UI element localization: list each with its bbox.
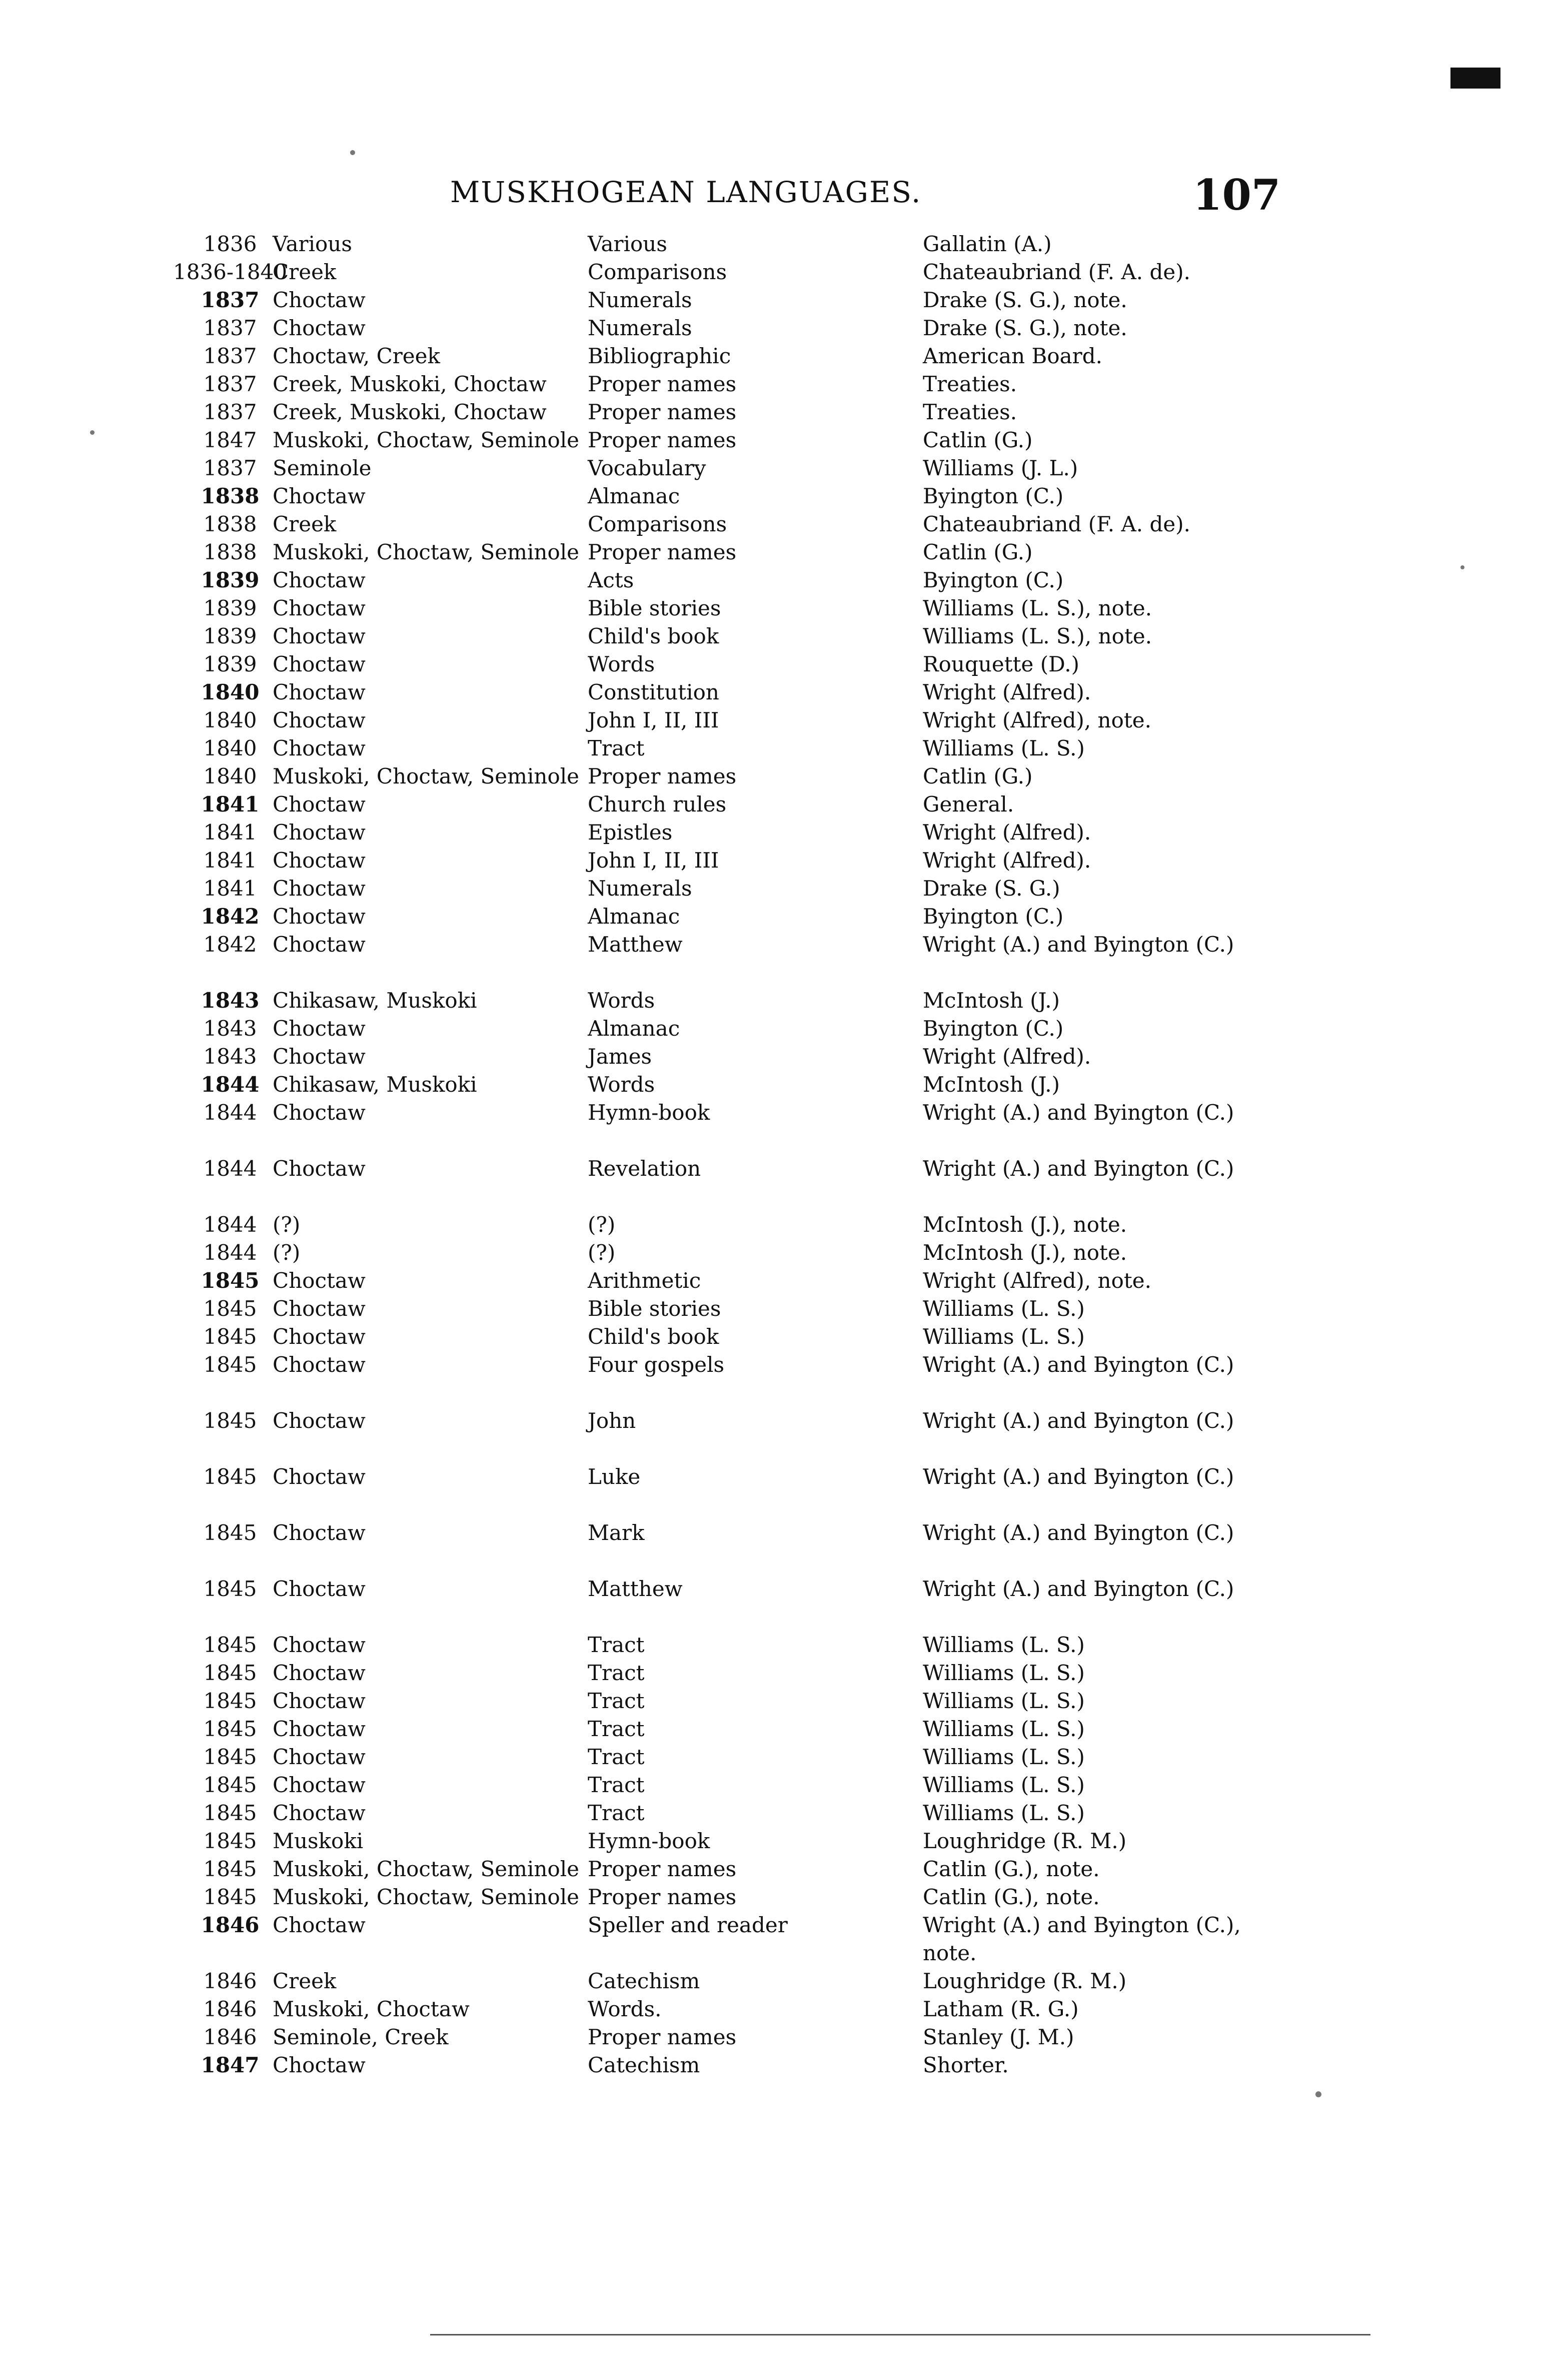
language-cell: Choctaw — [273, 1016, 366, 1041]
author-cell: Williams (L. S.) — [923, 1324, 1085, 1349]
author-cell: Treaties. — [923, 400, 1017, 424]
author-cell: Wright (Alfred), note. — [923, 1268, 1151, 1293]
year-cell: 1838 — [201, 484, 260, 508]
year-cell: 1845 — [203, 1717, 257, 1741]
year-cell: 1845 — [203, 1633, 257, 1657]
author-cell: Shorter. — [923, 2053, 1009, 2077]
language-cell: Choctaw — [273, 1633, 366, 1657]
author-cell: American Board. — [923, 344, 1102, 368]
language-cell: Choctaw — [273, 1520, 366, 1545]
subject-cell: Tract — [588, 1633, 645, 1657]
year-cell: 1845 — [203, 1661, 257, 1685]
year-cell: 1838 — [203, 540, 257, 564]
subject-cell: Comparisons — [588, 512, 727, 536]
subject-cell: Comparisons — [588, 260, 727, 284]
year-cell: 1845 — [203, 1857, 257, 1881]
language-cell: Muskoki, Choctaw, Seminole — [273, 540, 580, 564]
language-cell: Choctaw — [273, 1268, 366, 1293]
subject-cell: Epistles — [588, 820, 673, 845]
language-cell: Choctaw, Creek — [273, 344, 440, 368]
language-cell: Choctaw — [273, 484, 366, 508]
author-cell: Byington (C.) — [923, 1016, 1064, 1041]
table-row — [0, 1239, 1552, 1267]
year-cell: 1845 — [203, 1408, 257, 1433]
subject-cell: Words. — [588, 1997, 662, 2021]
chronological-index-table — [0, 230, 1552, 2079]
author-cell: Wright (A.) and Byington (C.) — [923, 1100, 1234, 1125]
year-cell: 1837 — [201, 288, 260, 312]
page-edge-mark — [1450, 68, 1500, 89]
author-cell: Williams (L. S.) — [923, 1296, 1085, 1321]
subject-cell: Proper names — [588, 540, 737, 564]
subject-cell: Matthew — [588, 1576, 683, 1601]
scan-speck — [1315, 2091, 1321, 2097]
table-row — [0, 510, 1552, 538]
year-cell: 1845 — [203, 1885, 257, 1909]
year-cell: 1836-1840 — [173, 260, 287, 284]
author-cell: Byington (C.) — [923, 568, 1064, 592]
language-cell: Chikasaw, Muskoki — [273, 988, 477, 1013]
year-cell: 1844 — [203, 1100, 257, 1125]
language-cell: Creek — [273, 1969, 337, 1993]
table-row — [0, 1827, 1552, 1855]
language-cell: Seminole — [273, 456, 372, 480]
table-row — [0, 1407, 1552, 1463]
subject-cell: Bible stories — [588, 596, 721, 620]
subject-cell: John — [588, 1408, 636, 1433]
table-row — [0, 454, 1552, 482]
table-row — [0, 1687, 1552, 1715]
language-cell: Choctaw — [273, 1745, 366, 1769]
year-cell: 1845 — [203, 1352, 257, 1377]
table-row — [0, 1267, 1552, 1295]
table-row — [0, 622, 1552, 650]
year-cell: 1839 — [201, 568, 260, 592]
year-cell: 1840 — [201, 680, 260, 704]
table-row — [0, 1799, 1552, 1827]
subject-cell: Almanac — [588, 904, 680, 929]
language-cell: Choctaw — [273, 708, 366, 732]
author-cell: Treaties. — [923, 372, 1017, 396]
author-cell: Catlin (G.), note. — [923, 1857, 1100, 1881]
language-cell: Muskoki, Choctaw — [273, 1997, 470, 2021]
table-row — [0, 1715, 1552, 1743]
language-cell: Choctaw — [273, 1408, 366, 1433]
author-cell: Loughridge (R. M.) — [923, 1829, 1127, 1853]
author-cell: Williams (L. S.), note. — [923, 624, 1152, 648]
language-cell: Muskoki, Choctaw, Seminole — [273, 1857, 580, 1881]
author-cell: Wright (A.) and Byington (C.) — [923, 932, 1234, 957]
language-cell: Choctaw — [273, 792, 366, 817]
subject-cell: Tract — [588, 1689, 645, 1713]
author-cell: Wright (A.) and Byington (C.) — [923, 1156, 1234, 1181]
year-cell: 1840 — [203, 708, 257, 732]
page-header — [0, 170, 1552, 220]
year-cell: 1839 — [203, 652, 257, 676]
subject-cell: Proper names — [588, 372, 737, 396]
author-cell: Chateaubriand (F. A. de). — [923, 512, 1190, 536]
subject-cell: (?) — [588, 1212, 616, 1237]
subject-cell: Matthew — [588, 932, 683, 957]
subject-cell: Tract — [588, 1661, 645, 1685]
language-cell: Choctaw — [273, 316, 366, 340]
author-cell: Wright (A.) and Byington (C.) — [923, 1408, 1234, 1433]
subject-cell: (?) — [588, 1240, 616, 1265]
subject-cell: Numerals — [588, 288, 692, 312]
table-row — [0, 1883, 1552, 1911]
language-cell: Creek, Muskoki, Choctaw — [273, 400, 547, 424]
author-cell: Byington (C.) — [923, 484, 1064, 508]
year-cell: 1845 — [201, 1268, 260, 1293]
year-cell: 1845 — [203, 1829, 257, 1853]
table-row — [0, 1071, 1552, 1099]
year-cell: 1837 — [203, 316, 257, 340]
language-cell: Choctaw — [273, 876, 366, 901]
table-row — [0, 314, 1552, 342]
author-cell: Wright (A.) and Byington (C.) — [923, 1576, 1234, 1601]
table-row — [0, 987, 1552, 1015]
subject-cell: Tract — [588, 1801, 645, 1825]
table-row — [0, 1295, 1552, 1323]
table-row — [0, 762, 1552, 790]
author-cell: Catlin (G.) — [923, 540, 1033, 564]
author-cell: McIntosh (J.) — [923, 1072, 1060, 1097]
subject-cell: Bibliographic — [588, 344, 731, 368]
author-cell: Catlin (G.) — [923, 428, 1033, 452]
year-cell: 1844 — [203, 1212, 257, 1237]
table-row — [0, 258, 1552, 286]
year-cell: 1843 — [201, 988, 260, 1013]
subject-cell: Words — [588, 988, 655, 1013]
year-cell: 1844 — [201, 1072, 260, 1097]
subject-cell: Words — [588, 652, 655, 676]
language-cell: Choctaw — [273, 1801, 366, 1825]
language-cell: Choctaw — [273, 848, 366, 873]
table-row — [0, 1155, 1552, 1211]
author-cell: Williams (L. S.) — [923, 736, 1085, 760]
table-row — [0, 594, 1552, 622]
subject-cell: Words — [588, 1072, 655, 1097]
table-row — [0, 1855, 1552, 1883]
table-row — [0, 819, 1552, 847]
year-cell: 1839 — [203, 596, 257, 620]
year-cell: 1845 — [203, 1296, 257, 1321]
author-cell: McIntosh (J.) — [923, 988, 1060, 1013]
table-row — [0, 1323, 1552, 1351]
year-cell: 1847 — [203, 428, 257, 452]
language-cell: Muskoki, Choctaw, Seminole — [273, 1885, 580, 1909]
author-cell: Williams (L. S.), note. — [923, 596, 1152, 620]
table-row — [0, 875, 1552, 903]
bottom-rule — [430, 2334, 1370, 2335]
subject-cell: Acts — [588, 568, 634, 592]
author-cell: Wright (A.) and Byington (C.) — [923, 1464, 1234, 1489]
subject-cell: Church rules — [588, 792, 727, 817]
subject-cell: Bible stories — [588, 1296, 721, 1321]
year-cell: 1843 — [203, 1044, 257, 1069]
subject-cell: Hymn-book — [588, 1829, 710, 1853]
author-cell: McIntosh (J.), note. — [923, 1240, 1127, 1265]
year-cell: 1847 — [201, 2053, 260, 2077]
subject-cell: Proper names — [588, 2025, 737, 2049]
language-cell: Choctaw — [273, 820, 366, 845]
table-row — [0, 1911, 1552, 1967]
language-cell: Choctaw — [273, 1100, 366, 1125]
subject-cell: James — [588, 1044, 652, 1069]
author-cell: Wright (A.) and Byington (C.) — [923, 1520, 1234, 1545]
year-cell: 1840 — [203, 736, 257, 760]
subject-cell: Various — [588, 232, 667, 256]
table-row — [0, 706, 1552, 734]
language-cell: Choctaw — [273, 568, 366, 592]
subject-cell: Proper names — [588, 1885, 737, 1909]
table-row — [0, 790, 1552, 819]
subject-cell: Four gospels — [588, 1352, 725, 1377]
table-row — [0, 1631, 1552, 1659]
language-cell: Choctaw — [273, 1661, 366, 1685]
author-cell: Williams (L. S.) — [923, 1745, 1085, 1769]
year-cell: 1845 — [203, 1801, 257, 1825]
author-cell: General. — [923, 792, 1014, 817]
table-row — [0, 538, 1552, 566]
language-cell: Choctaw — [273, 596, 366, 620]
language-cell: Choctaw — [273, 1576, 366, 1601]
author-cell: Williams (L. S.) — [923, 1717, 1085, 1741]
table-row — [0, 1351, 1552, 1407]
subject-cell: Almanac — [588, 484, 680, 508]
author-cell: Catlin (G.) — [923, 764, 1033, 788]
table-row — [0, 2023, 1552, 2051]
language-cell: Chikasaw, Muskoki — [273, 1072, 477, 1097]
table-row — [0, 1519, 1552, 1575]
author-cell: Drake (S. G.) — [923, 876, 1060, 901]
subject-cell: Mark — [588, 1520, 645, 1545]
table-row — [0, 903, 1552, 931]
subject-cell: Tract — [588, 1717, 645, 1741]
author-cell: Catlin (G.), note. — [923, 1885, 1100, 1909]
table-row — [0, 1575, 1552, 1631]
table-row — [0, 1995, 1552, 2023]
language-cell: Creek — [273, 512, 337, 536]
scan-speck — [1460, 565, 1464, 569]
year-cell: 1843 — [203, 1016, 257, 1041]
subject-cell: Revelation — [588, 1156, 701, 1181]
language-cell: Choctaw — [273, 736, 366, 760]
year-cell: 1840 — [203, 764, 257, 788]
scan-speck — [90, 430, 95, 435]
language-cell: Choctaw — [273, 1044, 366, 1069]
year-cell: 1842 — [203, 932, 257, 957]
table-row — [0, 342, 1552, 370]
table-row — [0, 1463, 1552, 1519]
language-cell: Choctaw — [273, 1352, 366, 1377]
year-cell: 1841 — [203, 848, 257, 873]
subject-cell: John I, II, III — [588, 708, 719, 732]
language-cell: Choctaw — [273, 904, 366, 929]
author-cell: Williams (J. L.) — [923, 456, 1078, 480]
author-cell: Rouquette (D.) — [923, 652, 1080, 676]
table-row — [0, 1211, 1552, 1239]
language-cell: Choctaw — [273, 932, 366, 957]
author-cell: Stanley (J. M.) — [923, 2025, 1074, 2049]
year-cell: 1842 — [201, 904, 260, 929]
language-cell: Muskoki, Choctaw, Seminole — [273, 764, 580, 788]
language-cell: Choctaw — [273, 680, 366, 704]
subject-cell: Arithmetic — [588, 1268, 701, 1293]
language-cell: Choctaw — [273, 288, 366, 312]
author-cell: Wright (Alfred), note. — [923, 708, 1151, 732]
year-cell: 1841 — [203, 876, 257, 901]
year-cell: 1846 — [203, 2025, 257, 2049]
year-cell: 1846 — [203, 1997, 257, 2021]
language-cell: Choctaw — [273, 624, 366, 648]
year-cell: 1837 — [203, 400, 257, 424]
subject-cell: Child's book — [588, 1324, 719, 1349]
year-cell: 1838 — [203, 512, 257, 536]
subject-cell: Almanac — [588, 1016, 680, 1041]
author-cell: Latham (R. G.) — [923, 1997, 1079, 2021]
author-cell: Wright (Alfred). — [923, 680, 1091, 704]
author-cell: Drake (S. G.), note. — [923, 316, 1127, 340]
subject-cell: Proper names — [588, 400, 737, 424]
year-cell: 1836 — [203, 232, 257, 256]
author-cell: Williams (L. S.) — [923, 1801, 1085, 1825]
table-row — [0, 1015, 1552, 1043]
table-row — [0, 650, 1552, 678]
subject-cell: Constitution — [588, 680, 719, 704]
language-cell: Muskoki — [273, 1829, 364, 1853]
subject-cell: Tract — [588, 1773, 645, 1797]
author-cell: Chateaubriand (F. A. de). — [923, 260, 1190, 284]
subject-cell: Catechism — [588, 2053, 700, 2077]
language-cell: Seminole, Creek — [273, 2025, 449, 2049]
subject-cell: Tract — [588, 736, 645, 760]
table-row — [0, 1099, 1552, 1155]
subject-cell: Catechism — [588, 1969, 700, 1993]
subject-cell: Proper names — [588, 764, 737, 788]
author-cell: Williams (L. S.) — [923, 1689, 1085, 1713]
year-cell: 1845 — [203, 1464, 257, 1489]
subject-cell: Tract — [588, 1745, 645, 1769]
author-cell: Wright (Alfred). — [923, 820, 1091, 845]
subject-cell: Hymn-book — [588, 1100, 710, 1125]
year-cell: 1845 — [203, 1689, 257, 1713]
year-cell: 1846 — [201, 1913, 260, 1937]
table-row — [0, 1043, 1552, 1071]
year-cell: 1845 — [203, 1324, 257, 1349]
language-cell: Various — [273, 232, 352, 256]
year-cell: 1837 — [203, 344, 257, 368]
language-cell: Choctaw — [273, 1296, 366, 1321]
table-row — [0, 482, 1552, 510]
author-cell: Drake (S. G.), note. — [923, 288, 1127, 312]
scan-speck — [350, 150, 355, 155]
table-row — [0, 1771, 1552, 1799]
author-cell: Williams (L. S.) — [923, 1773, 1085, 1797]
author-cell: Wright (A.) and Byington (C.), note. — [923, 1913, 1241, 1965]
language-cell: Choctaw — [273, 1156, 366, 1181]
table-row — [0, 1743, 1552, 1771]
subject-cell: Luke — [588, 1464, 641, 1489]
subject-cell: Child's book — [588, 624, 719, 648]
table-row — [0, 230, 1552, 258]
year-cell: 1841 — [201, 792, 260, 817]
language-cell: Choctaw — [273, 652, 366, 676]
year-cell: 1845 — [203, 1520, 257, 1545]
language-cell: Choctaw — [273, 1773, 366, 1797]
language-cell: Choctaw — [273, 1324, 366, 1349]
language-cell: Choctaw — [273, 1913, 366, 1937]
author-cell: Williams (L. S.) — [923, 1633, 1085, 1657]
table-row — [0, 1967, 1552, 1995]
table-row — [0, 2051, 1552, 2079]
table-row — [0, 847, 1552, 875]
author-cell: Williams (L. S.) — [923, 1661, 1085, 1685]
author-cell: McIntosh (J.), note. — [923, 1212, 1127, 1237]
year-cell: 1844 — [203, 1156, 257, 1181]
language-cell: (?) — [273, 1212, 301, 1237]
year-cell: 1845 — [203, 1773, 257, 1797]
author-cell: Wright (Alfred). — [923, 848, 1091, 873]
language-cell: (?) — [273, 1240, 301, 1265]
language-cell: Choctaw — [273, 1689, 366, 1713]
table-row — [0, 398, 1552, 426]
year-cell: 1845 — [203, 1576, 257, 1601]
language-cell: Creek — [273, 260, 337, 284]
subject-cell: Speller and reader — [588, 1913, 788, 1937]
author-cell: Loughridge (R. M.) — [923, 1969, 1127, 1993]
language-cell: Creek, Muskoki, Choctaw — [273, 372, 547, 396]
year-cell: 1846 — [203, 1969, 257, 1993]
author-cell: Byington (C.) — [923, 904, 1064, 929]
language-cell: Choctaw — [273, 2053, 366, 2077]
language-cell: Choctaw — [273, 1717, 366, 1741]
subject-cell: Numerals — [588, 316, 692, 340]
year-cell: 1839 — [203, 624, 257, 648]
subject-cell: John I, II, III — [588, 848, 719, 873]
table-row — [0, 426, 1552, 454]
table-row — [0, 734, 1552, 762]
language-cell: Muskoki, Choctaw, Seminole — [273, 428, 580, 452]
subject-cell: Vocabulary — [588, 456, 706, 480]
year-cell: 1841 — [203, 820, 257, 845]
subject-cell: Proper names — [588, 428, 737, 452]
table-row — [0, 370, 1552, 398]
year-cell: 1845 — [203, 1745, 257, 1769]
page-number: 107 — [1193, 170, 1281, 220]
subject-cell: Proper names — [588, 1857, 737, 1881]
table-row — [0, 566, 1552, 594]
year-cell: 1837 — [203, 456, 257, 480]
table-row — [0, 286, 1552, 314]
language-cell: Choctaw — [273, 1464, 366, 1489]
year-cell: 1844 — [203, 1240, 257, 1265]
author-cell: Gallatin (A.) — [923, 232, 1052, 256]
table-row — [0, 678, 1552, 706]
author-cell: Wright (Alfred). — [923, 1044, 1091, 1069]
table-row — [0, 1659, 1552, 1687]
table-row — [0, 931, 1552, 987]
running-title: MUSKHOGEAN LANGUAGES. — [450, 175, 922, 209]
year-cell: 1837 — [203, 372, 257, 396]
author-cell: Wright (A.) and Byington (C.) — [923, 1352, 1234, 1377]
subject-cell: Numerals — [588, 876, 692, 901]
